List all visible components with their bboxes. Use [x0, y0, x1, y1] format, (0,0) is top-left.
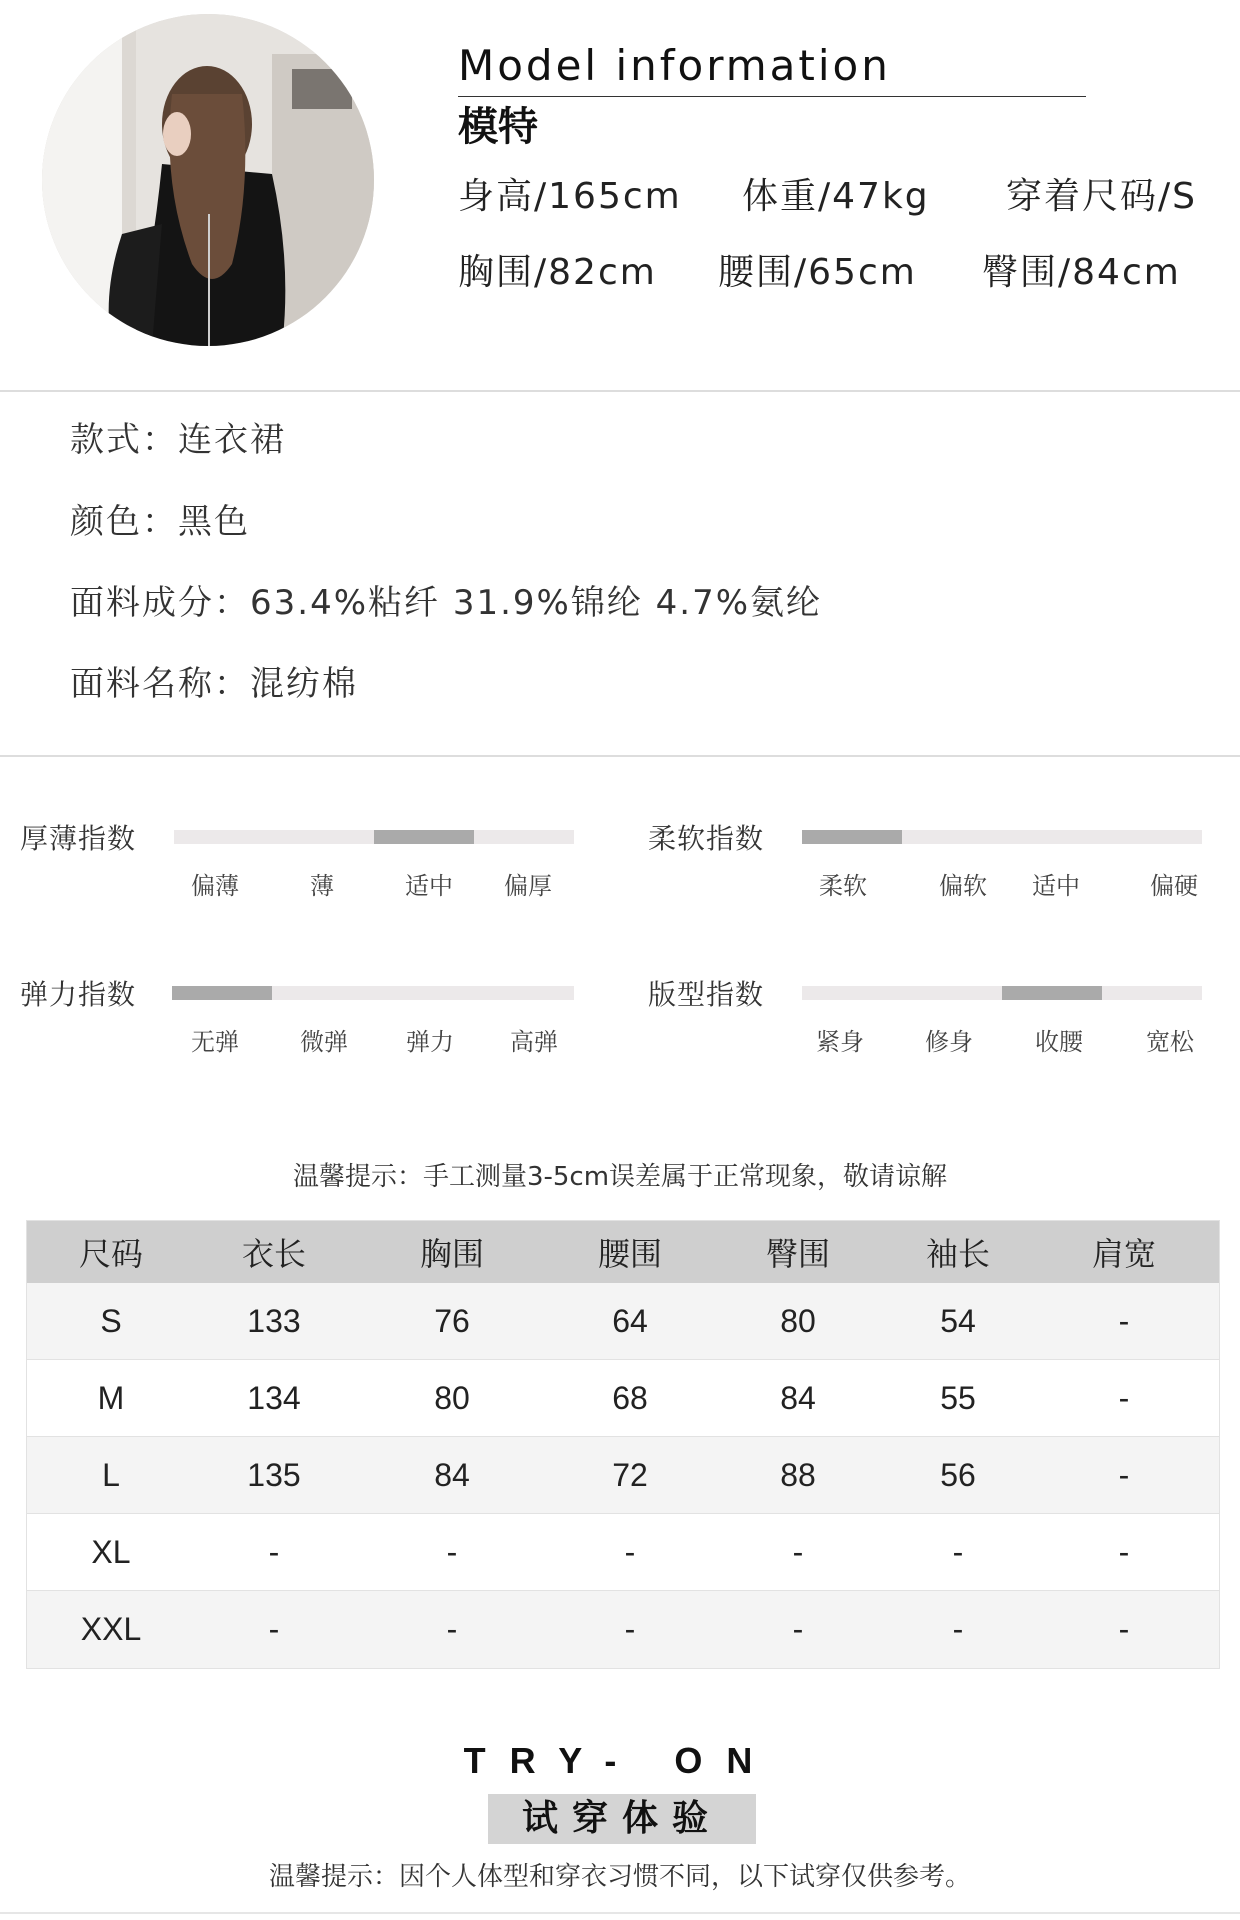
- index-label: 弹力: [406, 1028, 454, 1056]
- tryon-title: TRY- ON: [463, 1740, 777, 1781]
- tryon-notice: 温馨提示：因个人体型和穿衣习惯不同，以下试穿仅供参考。: [268, 1862, 971, 1892]
- index-label: 紧身: [816, 1028, 864, 1056]
- table-cell: 56: [940, 1456, 976, 1493]
- table-cell: 88: [780, 1456, 816, 1493]
- model-section: [0, 0, 1240, 390]
- size-table: [26, 1220, 1220, 1669]
- index-label: 适中: [1032, 872, 1080, 900]
- table-cell: 80: [434, 1379, 470, 1416]
- table-cell: M: [97, 1379, 125, 1416]
- bottom-divider: [0, 1912, 1240, 1914]
- index-label: 偏软: [939, 872, 987, 900]
- index-label: 微弹: [300, 1028, 348, 1056]
- attr-style: 款式：连衣裙: [70, 420, 286, 460]
- table-cell: -: [624, 1533, 636, 1570]
- index-label: 修身: [925, 1028, 973, 1056]
- index-label: 柔软: [819, 872, 867, 900]
- index-label: 适中: [405, 872, 453, 900]
- index-title-fit: 版型指数: [648, 978, 765, 1011]
- index-label: 偏硬: [1150, 872, 1198, 900]
- model-photo: [42, 14, 374, 346]
- table-cell: 54: [940, 1302, 976, 1339]
- table-cell: 55: [940, 1379, 976, 1416]
- table-cell: 64: [612, 1302, 648, 1339]
- table-cell: -: [1118, 1611, 1130, 1647]
- table-header-cell: 肩宽: [1091, 1235, 1156, 1273]
- model-hip: 臀围/84cm: [982, 252, 1181, 293]
- table-header-cell: 胸围: [419, 1235, 484, 1273]
- table-row: [27, 1437, 1219, 1514]
- model-bust: 胸围/82cm: [458, 252, 657, 293]
- table-cell: 133: [247, 1302, 301, 1339]
- index-bar-elasticity: [172, 986, 574, 1000]
- index-title-elasticity: 弹力指数: [20, 978, 137, 1011]
- table-cell: -: [268, 1533, 280, 1570]
- measurement-notice: 温馨提示：手工测量3-5cm误差属于正常现象，敬请谅解: [292, 1162, 948, 1192]
- index-label: 无弹: [191, 1028, 239, 1056]
- table-header-cell: 腰围: [597, 1235, 662, 1273]
- table-cell: XL: [91, 1533, 131, 1570]
- attr-color: 颜色：黑色: [70, 502, 250, 542]
- table-header-cell: 臀围: [765, 1235, 830, 1273]
- index-bar-thickness: [174, 830, 574, 844]
- model-photo-image: [42, 14, 374, 346]
- index-bar-selected: [172, 986, 272, 1000]
- table-cell: -: [446, 1611, 458, 1647]
- index-bar-selected: [1002, 986, 1102, 1000]
- index-label: 宽松: [1146, 1028, 1194, 1056]
- table-cell: -: [624, 1611, 636, 1647]
- table-cell: -: [446, 1533, 458, 1570]
- table-cell: S: [100, 1302, 122, 1339]
- section-divider: [0, 390, 1240, 392]
- index-title-thickness: 厚薄指数: [20, 822, 137, 855]
- table-row: [27, 1591, 1219, 1668]
- attr-fabric-name: 面料名称：混纺棉: [70, 664, 358, 704]
- model-heading: Model information: [458, 41, 891, 90]
- table-cell: 80: [780, 1302, 816, 1339]
- index-bar-selected: [802, 830, 902, 844]
- index-label: 收腰: [1035, 1028, 1083, 1056]
- index-label: 偏薄: [191, 872, 239, 900]
- table-cell: XXL: [80, 1611, 142, 1647]
- table-header-cell: 袖长: [925, 1235, 990, 1273]
- model-weight: 体重/47kg: [742, 176, 930, 217]
- table-cell: -: [792, 1611, 804, 1647]
- table-cell: L: [102, 1456, 120, 1493]
- index-label: 偏厚: [504, 872, 552, 900]
- table-row: [27, 1514, 1219, 1591]
- tryon-badge: 试穿体验: [488, 1794, 756, 1844]
- model-size-worn: 穿着尺码/S: [1006, 176, 1197, 217]
- table-cell: -: [952, 1611, 964, 1647]
- table-cell: 76: [434, 1302, 470, 1339]
- index-label: 高弹: [510, 1028, 558, 1056]
- table-row: [27, 1360, 1219, 1437]
- table-cell: -: [1118, 1533, 1130, 1570]
- attr-composition: 面料成分：63.4%粘纤 31.9%锦纶 4.7%氨纶: [70, 583, 823, 623]
- table-cell: 84: [434, 1456, 470, 1493]
- table-header-cell: 尺码: [78, 1235, 143, 1273]
- table-cell: 72: [612, 1456, 648, 1493]
- table-cell: 135: [247, 1456, 301, 1493]
- model-height: 身高/165cm: [458, 176, 682, 217]
- index-bar-selected: [374, 830, 474, 844]
- index-bar-softness: [802, 830, 1202, 844]
- table-cell: 84: [780, 1379, 816, 1416]
- table-cell: -: [952, 1533, 964, 1570]
- table-row: [27, 1283, 1219, 1360]
- model-subheading: 模特: [458, 104, 538, 150]
- heading-underline: [458, 96, 1086, 97]
- table-cell: 68: [612, 1379, 648, 1416]
- table-cell: -: [1118, 1302, 1130, 1339]
- section-divider: [0, 755, 1240, 757]
- table-cell: -: [1118, 1379, 1130, 1416]
- index-label: 薄: [310, 872, 334, 900]
- table-cell: -: [268, 1611, 280, 1647]
- table-cell: -: [792, 1533, 804, 1570]
- table-header-row: [27, 1221, 1219, 1283]
- table-cell: -: [1118, 1456, 1130, 1493]
- index-title-softness: 柔软指数: [648, 822, 765, 855]
- table-header-cell: 衣长: [241, 1235, 306, 1273]
- table-cell: 134: [247, 1379, 301, 1416]
- model-waist: 腰围/65cm: [718, 252, 917, 293]
- index-bar-fit: [802, 986, 1202, 1000]
